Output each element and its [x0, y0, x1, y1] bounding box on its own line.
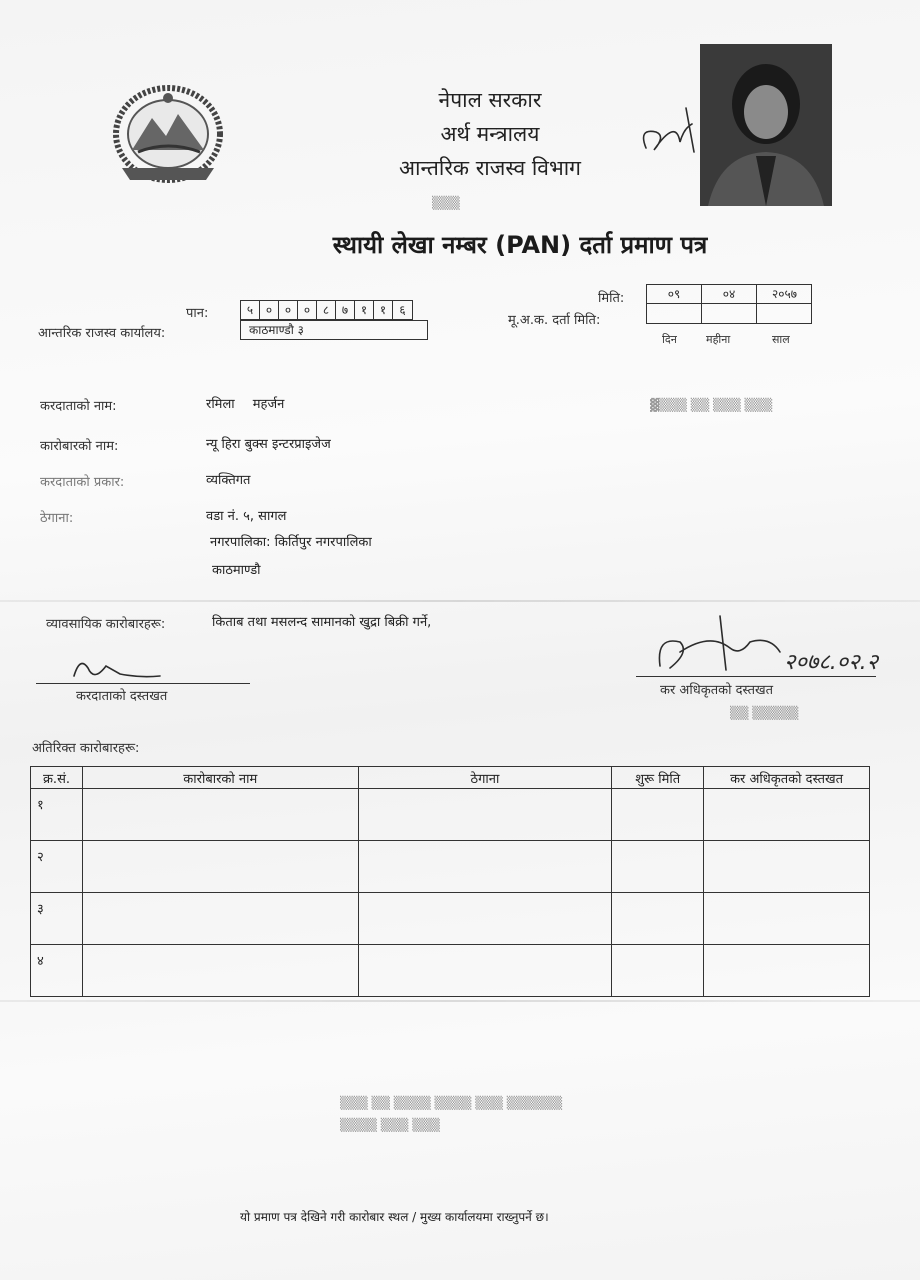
pan-digit: ० [298, 301, 317, 319]
faded-text: ▒▒ ▒▒▒▒▒ [730, 706, 799, 720]
pan-digit: ० [279, 301, 298, 319]
paper-fold [0, 600, 920, 602]
taxpayer-signature-icon [60, 652, 170, 686]
table-cell [612, 841, 704, 893]
officer-signature-line [636, 676, 876, 677]
column-header: क्र.सं. [31, 767, 83, 789]
pan-digit: ५ [241, 301, 260, 319]
table-cell [612, 893, 704, 945]
table-header-row [31, 767, 870, 789]
business-name-label: कारोबारको नाम: [40, 439, 119, 454]
date-box [646, 284, 812, 324]
additional-activities-table [30, 766, 870, 997]
pan-digit: ० [260, 301, 279, 319]
column-header: ठेगाना [358, 767, 612, 789]
table-cell [82, 893, 358, 945]
taxpayer-type-label: करदाताको प्रकार: [40, 475, 125, 490]
table-cell [82, 945, 358, 997]
table-cell [612, 945, 704, 997]
certificate-title: स्थायी लेखा नम्बर (PAN) दर्ता प्रमाण पत्र [332, 231, 708, 259]
office-label: आन्तरिक राजस्व कार्यालय: [38, 326, 166, 341]
pan-digit: ६ [399, 303, 406, 317]
column-header: कर अधिकृतको दस्तखत [704, 767, 870, 789]
stamp-mark: ▒▒▒ [432, 196, 460, 210]
table-cell [82, 841, 358, 893]
header-department: आन्तरिक राजस्व विभाग [398, 156, 581, 180]
row-number: ४ [31, 945, 83, 997]
table-row [31, 841, 870, 893]
row-number: ३ [31, 893, 83, 945]
taxpayer-signature-line [36, 683, 250, 684]
date-label: मिति: [598, 291, 625, 306]
day-caption: दिन [662, 333, 677, 346]
additional-label: अतिरिक्त कारोबारहरू: [32, 741, 140, 756]
table-row [31, 789, 870, 841]
row-number: २ [31, 841, 83, 893]
pan-digit: ७ [336, 301, 355, 319]
table-cell [704, 841, 870, 893]
pan-label: पान: [186, 306, 209, 321]
column-header: कारोबारको नाम [82, 767, 358, 789]
pan-digit: ८ [317, 301, 336, 319]
faded-stamp: ▒▒▒▒ ▒▒▒ ▒▒▒ [340, 1118, 440, 1132]
date-day: ०९ [647, 285, 702, 304]
address-line-1: वडा नं. ५, सागल [206, 509, 287, 524]
header-ministry: अर्थ मन्त्रालय [440, 122, 540, 146]
government-emblem-icon [108, 80, 228, 188]
officer-date: २०७८.०२.२ [784, 650, 879, 675]
office-value: काठमाण्डौ ३ [240, 320, 428, 340]
table-cell [358, 841, 612, 893]
table-cell [704, 789, 870, 841]
taxpayer-name-value: रमिला महर्जन [206, 397, 285, 412]
row-number: १ [31, 789, 83, 841]
taxpayer-signature-label: करदाताको दस्तखत [76, 689, 168, 704]
table-row [31, 945, 870, 997]
table-cell [612, 789, 704, 841]
paper-fold [0, 1000, 920, 1002]
vat-date-day [647, 304, 702, 323]
column-header: शुरू मिति [612, 767, 704, 789]
vat-date-month [702, 304, 757, 323]
faded-stamp: ▒▒▒ ▒▒ ▒▒▒▒ ▒▒▒▒ ▒▒▒ ▒▒▒▒▒▒ [340, 1096, 563, 1110]
address-line-2: नगरपालिका: किर्तिपुर नगरपालिका [210, 535, 372, 550]
date-year: २०५७ [757, 285, 812, 304]
table-cell [358, 789, 612, 841]
photo-signature-icon [636, 98, 706, 168]
table-cell [82, 789, 358, 841]
table-cell [358, 945, 612, 997]
business-name-value: न्यू हिरा बुक्स इन्टरप्राइजेज [206, 437, 331, 452]
footer-notice: यो प्रमाण पत्र देखिने गरी कारोबार स्थल / मुख्य कार्यालयमा राख्नुपर्ने छ। [240, 1210, 549, 1224]
pan-digit: १ [355, 301, 374, 319]
activities-label: व्यावसायिक कारोबारहरू: [46, 617, 166, 632]
faded-text: ▓▒▒▒ ▒▒ ▒▒▒ ▒▒▒ [650, 398, 773, 412]
officer-signature-icon [650, 612, 800, 682]
taxpayer-type-value: व्यक्तिगत [206, 473, 251, 488]
address-line-3: काठमाण्डौ [212, 563, 261, 578]
vat-date-label: मू.अ.क. दर्ता मिति: [508, 313, 601, 328]
table-cell [358, 893, 612, 945]
address-label: ठेगाना: [40, 511, 74, 526]
month-caption: महीना [706, 333, 731, 346]
date-month: ०४ [702, 285, 757, 304]
table-row [31, 893, 870, 945]
taxpayer-name-label: करदाताको नाम: [40, 399, 117, 414]
year-caption: साल [772, 333, 790, 346]
pan-number [240, 300, 413, 320]
table-cell [704, 945, 870, 997]
activities-value: किताब तथा मसलन्द सामानको खुद्रा बिक्री गर्ने, [212, 615, 432, 630]
applicant-photo [700, 44, 832, 206]
officer-signature-label: कर अधिकृतको दस्तखत [660, 683, 774, 698]
pan-digit: १ [374, 301, 393, 319]
header-government: नेपाल सरकार [438, 88, 542, 112]
table-cell [704, 893, 870, 945]
